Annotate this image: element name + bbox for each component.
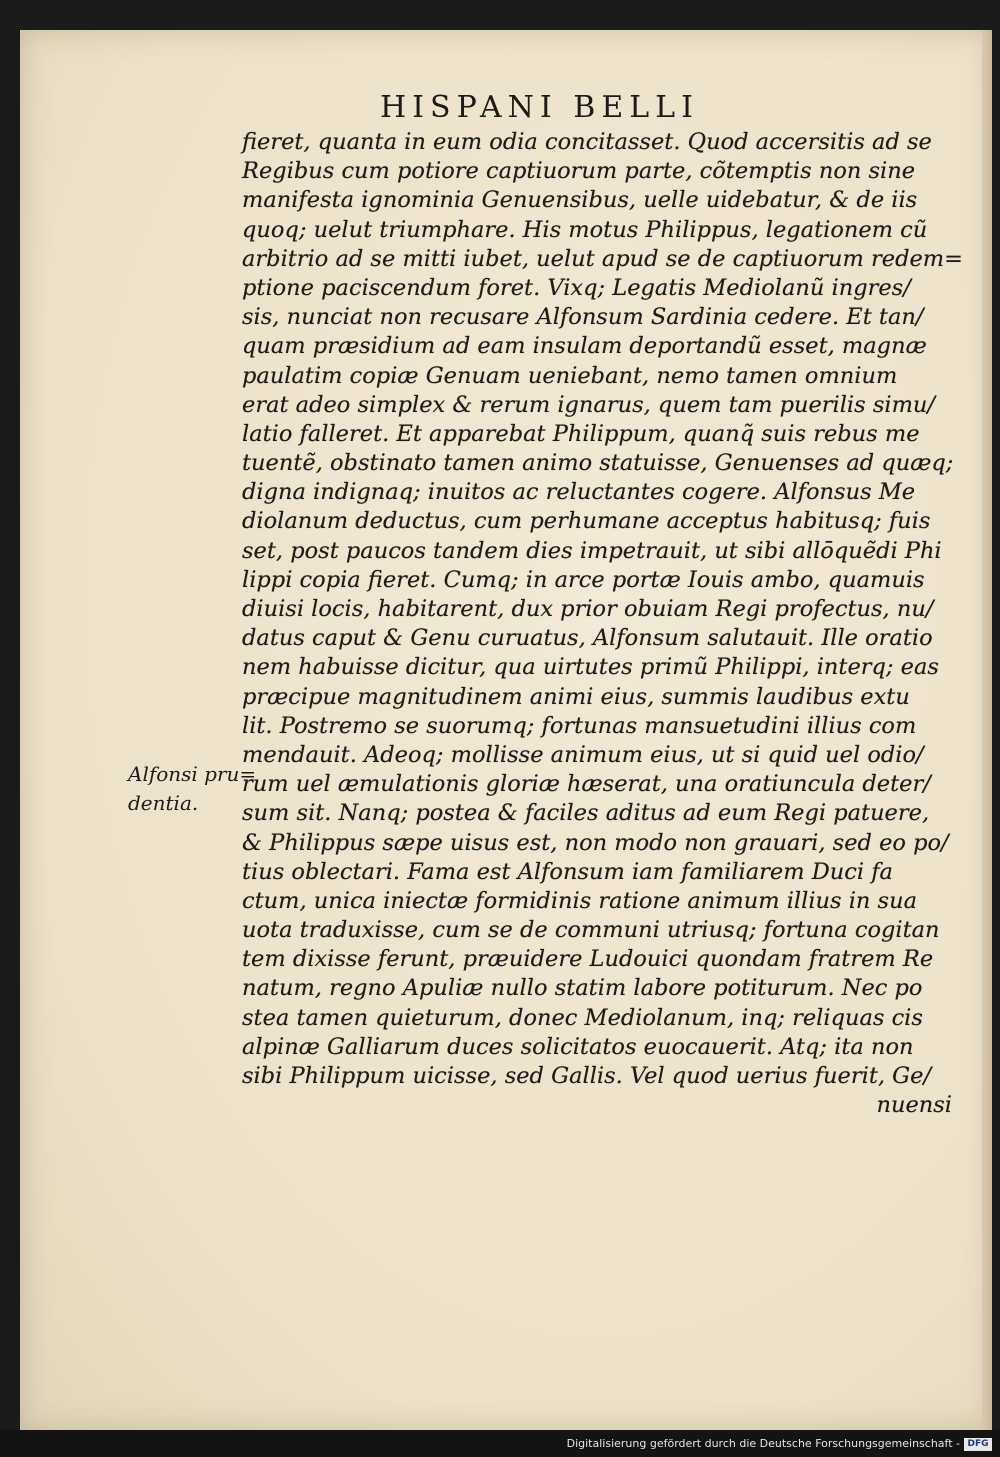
body-line: tem dixisse ferunt, præuidere Ludouici quondam fratrem Re (242, 946, 934, 973)
body-line: ctum, unica iniectæ formidinis ratione animum illius in sua (242, 887, 917, 914)
body-line: natum, regno Apuliæ nullo statim labore potiturum. Nec po (242, 975, 923, 1002)
body-line: manifesta ignominia Genuensibus, uelle uidebatur, & de iis (242, 187, 918, 214)
marginal-note (128, 760, 257, 818)
body-line: stea tamen quieturum, donec Mediolanum, inq; reliquas cis (242, 1004, 923, 1031)
marginal-note-line: dentia. (128, 791, 199, 816)
body-line: lippi copia fieret. Cumq; in arce portæ Iouis ambo, quamuis (242, 566, 925, 593)
running-head: HISPANI BELLI (380, 90, 699, 125)
body-line: quoq; uelut triumphare. His motus Philippus, legationem cũ (242, 216, 928, 243)
footer-bar (0, 1430, 1000, 1457)
body-line: sum sit. Nanq; postea & faciles aditus ad eum Regi patuere, (242, 800, 930, 827)
body-text (242, 128, 963, 1120)
body-line: sis, nunciat non recusare Alfonsum Sardinia cedere. Et tan/ (242, 304, 924, 331)
body-line: præcipue magnitudinem animi eius, summis laudibus extu (242, 683, 910, 710)
body-line: diolanum deductus, cum perhumane acceptus habitusq; fuis (242, 508, 931, 535)
body-line: set, post paucos tandem dies impetrauit, ut sibi allōquẽdi Phi (242, 537, 942, 564)
body-line: Regibus cum potiore captiuorum parte, cõtemptis non sine (242, 158, 916, 185)
body-line: ptione paciscendum foret. Vixq; Legatis Mediolanũ ingres/ (242, 274, 911, 301)
body-line: mendauit. Adeoq; mollisse animum eius, ut si quid uel odio/ (242, 741, 924, 768)
funding-credit: Digitalisierung gefördert durch die Deutsche Forschungsgemeinschaft - (566, 1437, 960, 1450)
body-line: paulatim copiæ Genuam ueniebant, nemo tamen omnium (242, 362, 898, 389)
dfg-logo: DFG (964, 1438, 992, 1451)
body-line: fieret, quanta in eum odia concitasset. Quod accersitis ad se (242, 129, 932, 155)
body-line: tuentẽ, obstinato tamen animo statuisse, Genuenses ad quæq; (242, 450, 954, 477)
page-edge (982, 30, 992, 1430)
body-line: datus caput & Genu curuatus, Alfonsum salutauit. Ille oratio (242, 625, 933, 652)
body-line: latio falleret. Et apparebat Philippum, quanq̃ suis rebus me (242, 420, 920, 447)
body-line: digna indignaq; inuitos ac reluctantes cogere. Alfonsus Me (242, 479, 916, 506)
book-page (20, 30, 992, 1430)
body-line: alpinæ Galliarum duces solicitatos euocauerit. Atq; ita non (242, 1033, 914, 1060)
body-line: lit. Postremo se suorumq; fortunas mansuetudini illius com (242, 712, 917, 739)
body-line: arbitrio ad se mitti iubet, uelut apud se de captiuorum redem= (242, 245, 963, 272)
body-line: & Philippus sæpe uisus est, non modo non grauari, sed eo po/ (242, 829, 949, 856)
body-line: rum uel æmulationis gloriæ hæserat, una oratiuncula deter/ (242, 771, 931, 798)
marginal-note-line: Alfonsi pru= (128, 762, 257, 786)
body-line: tius oblectari. Fama est Alfonsum iam familiarem Duci fa (242, 858, 893, 885)
body-line: sibi Philippum uicisse, sed Gallis. Vel quod uerius fuerit, Ge/ (242, 1063, 932, 1089)
body-line: nem habuisse dicitur, qua uirtutes primũ Philippi, interq; eas (242, 654, 939, 681)
body-line: nuensi (876, 1092, 952, 1119)
body-line: quam præsidium ad eam insulam deportandũ esset, magnæ (242, 333, 927, 360)
body-line: uota traduxisse, cum se de communi utriusq; fortuna cogitan (242, 917, 940, 944)
body-line: erat adeo simplex & rerum ignarus, quem tam puerilis simu/ (242, 391, 935, 418)
body-line: diuisi locis, habitarent, dux prior obuiam Regi profectus, nu/ (242, 596, 934, 622)
